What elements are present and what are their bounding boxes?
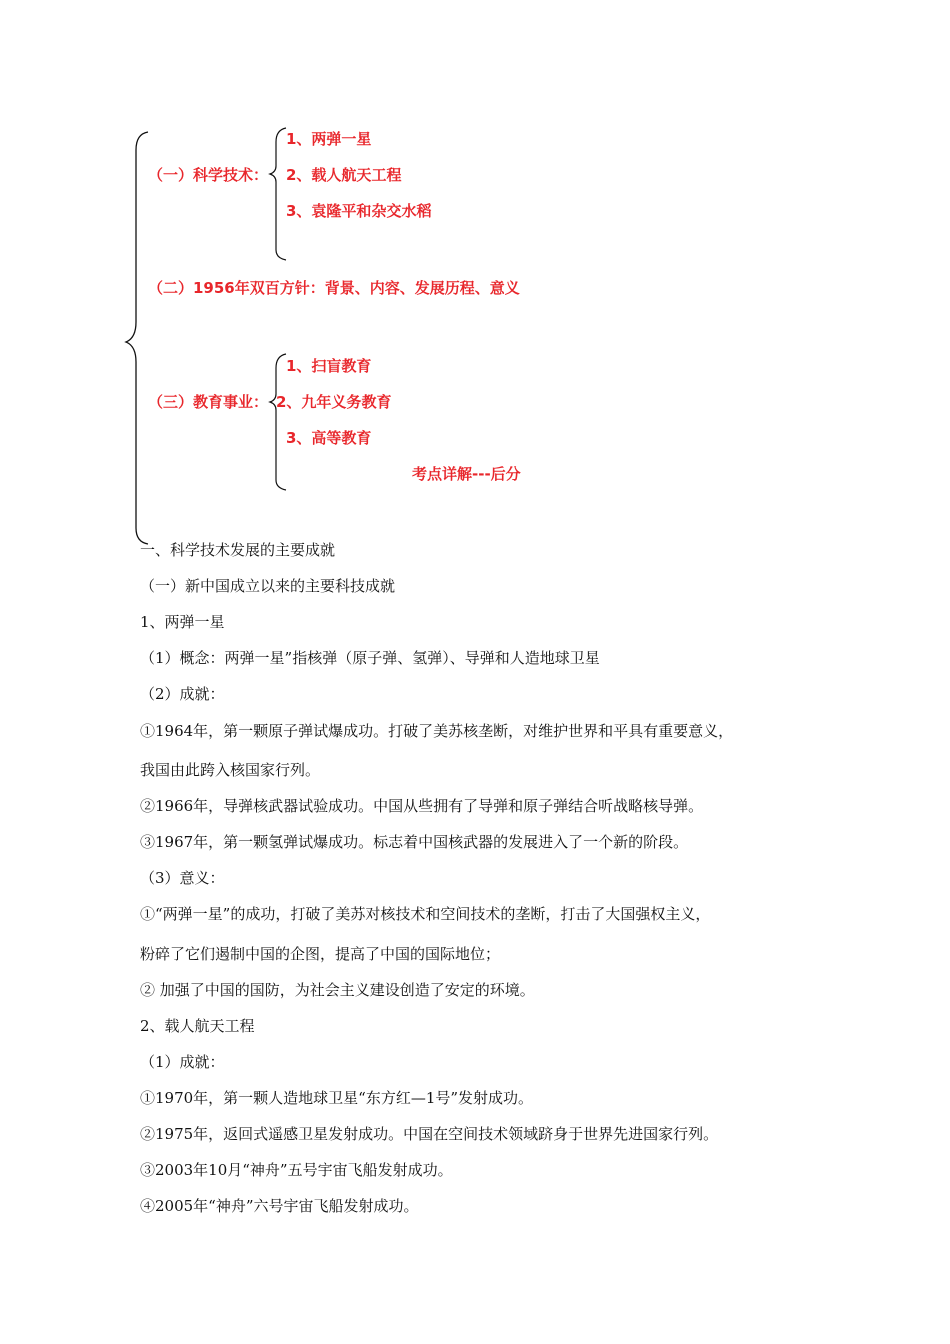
body-paragraph: （3）意义： bbox=[140, 869, 225, 887]
outline-education-item: 3、高等教育 bbox=[286, 429, 372, 447]
body-paragraph: 粉碎了它们遏制中国的企图，提高了中国的国际地位； bbox=[140, 945, 501, 963]
body-paragraph: ② 加强了中国的国防，为社会主义建设创造了安定的环境。 bbox=[140, 981, 535, 999]
outline-education-label: （三）教育事业： bbox=[148, 393, 269, 411]
body-paragraph: ④2005年“神舟”六号宇宙飞船发射成功。 bbox=[140, 1197, 419, 1215]
outline-education-item: 2、九年义务教育 bbox=[276, 393, 392, 411]
body-paragraph: （2）成就： bbox=[140, 685, 225, 703]
body-paragraph: ②1975年，返回式遥感卫星发射成功。中国在空间技术领域跻身于世界先进国家行列。 bbox=[140, 1125, 719, 1143]
brace-science bbox=[270, 128, 286, 260]
outline-science-item: 2、载人航天工程 bbox=[286, 166, 402, 184]
body-heading-level3: 2、载人航天工程 bbox=[140, 1017, 255, 1035]
body-paragraph: （1）概念：两弹一星”指核弹（原子弹、氢弹）、导弹和人造地球卫星 bbox=[140, 649, 600, 667]
outline-science-label: （一）科学技术： bbox=[148, 166, 269, 184]
body-paragraph: ②1966年，导弹核武器试验成功。中国从些拥有了导弹和原子弹结合听战略核导弹。 bbox=[140, 797, 704, 815]
body-paragraph: ①1964年，第一颗原子弹试爆成功。打破了美苏核垄断，对维护世界和平具有重要意义， bbox=[140, 722, 734, 740]
body-heading-level2: （一）新中国成立以来的主要科技成就 bbox=[140, 577, 396, 595]
body-heading-level1: 一、科学技术发展的主要成就 bbox=[140, 541, 336, 559]
body-heading-level3: 1、两弹一星 bbox=[140, 613, 225, 631]
outline-education-item: 1、扫盲教育 bbox=[286, 357, 372, 375]
brace-education bbox=[270, 354, 286, 490]
outline-science-item: 3、袁隆平和杂交水稻 bbox=[286, 202, 432, 220]
body-paragraph: 我国由此跨入核国家行列。 bbox=[140, 761, 321, 779]
body-paragraph: ③2003年10月“神舟”五号宇宙飞船发射成功。 bbox=[140, 1161, 453, 1179]
body-paragraph: ①“两弹一星”的成功，打破了美苏对核技术和空间技术的垄断，打击了大国强权主义， bbox=[140, 905, 711, 923]
body-paragraph: ③1967年，第一颗氢弹试爆成功。标志着中国核武器的发展进入了一个新的阶段。 bbox=[140, 833, 689, 851]
section-heading: 考点详解---后分 bbox=[412, 465, 521, 483]
outline-science-item: 1、两弹一星 bbox=[286, 130, 372, 148]
outline-policy-label: （二）1956年双百方针：背景、内容、发展历程、意义 bbox=[148, 279, 520, 297]
body-paragraph: ①1970年，第一颗人造地球卫星“东方红—1号”发射成功。 bbox=[140, 1089, 534, 1107]
main-brace bbox=[126, 132, 148, 544]
body-paragraph: （1）成就： bbox=[140, 1053, 225, 1071]
